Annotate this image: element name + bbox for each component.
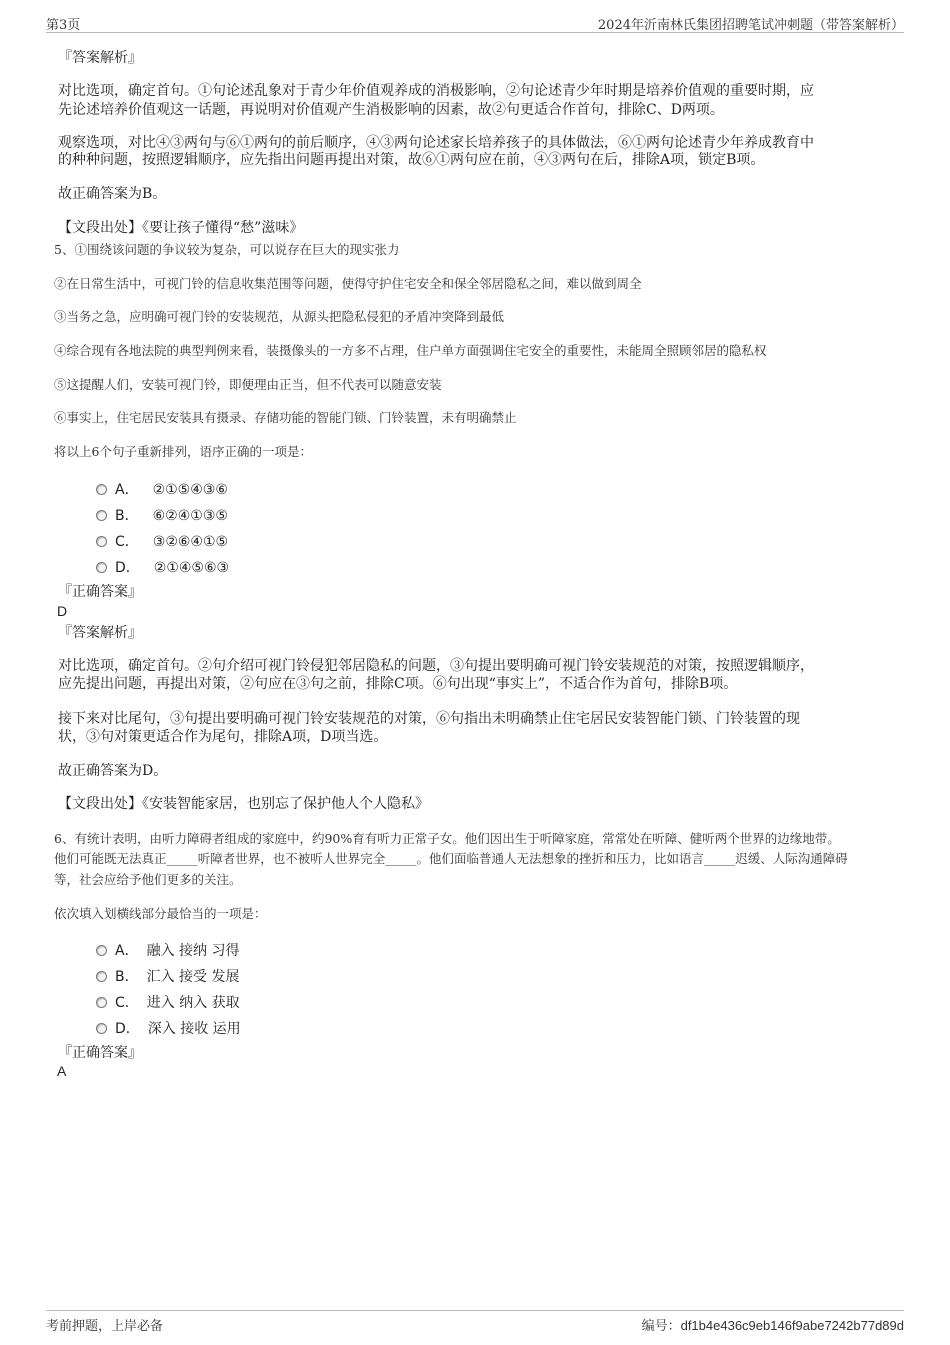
answer-option-a[interactable]: A． ②①⑤④③⑥ — [96, 479, 228, 499]
radio-button-icon[interactable] — [96, 484, 107, 495]
correct-answer: A — [57, 1063, 67, 1079]
question-stem-line: 等，社会应给予他们更多的关注。 — [54, 872, 242, 887]
correct-answer-label: 『正确答案』 — [58, 1045, 142, 1061]
question-sentence: ②在日常生活中，可视门铃的信息收集范围等问题，使得守护住宅安全和保全邻居隐私之间，难以做到周全 — [54, 276, 642, 291]
answer-option-b[interactable]: B． ⑥②④①③⑤ — [96, 505, 228, 525]
radio-button-icon[interactable] — [96, 510, 107, 521]
question-sentence: ⑤这提醒人们，安装可视门铃，即便理由正当，但不代表可以随意安装 — [54, 377, 442, 392]
radio-button-icon[interactable] — [96, 945, 107, 956]
question-sentence: ⑥事实上，住宅居民安装具有摄录、存储功能的智能门锁、门铃装置，未有明确禁止 — [54, 410, 517, 425]
radio-button-icon[interactable] — [96, 536, 107, 547]
analysis-paragraph-line: 对比选项，确定首句。①句论述乱象对于青少年价值观养成的消极影响，②句论述青少年时期是培养价值观的重要时期，应 — [58, 83, 814, 99]
footer-slogan: 考前押题，上岸必备 — [46, 1319, 164, 1334]
analysis-paragraph-line: 观察选项，对比④③两句与⑥①两句的前后顺序，④③两句论述家长培养孩子的具体做法，⑥①两句论述青少年养成教育中 — [58, 135, 814, 151]
analysis-paragraph-line: 对比选项，确定首句。②句介绍可视门铃侵犯邻居隐私的问题，③句提出要明确可视门铃安装规范的对策，按照逻辑顺序， — [58, 658, 814, 674]
page-footer — [46, 1310, 904, 1333]
source-citation: 【文段出处】《安装智能家居，也别忘了保护他人个人隐私》 — [58, 796, 429, 812]
radio-button-icon[interactable] — [96, 1023, 107, 1034]
document-title: 2024年沂南林氏集团招聘笔试冲刺题（带答案解析） — [597, 18, 904, 33]
document-code-value: df1b4e436c9eb146f9abe7242b77d89d — [680, 1318, 904, 1333]
radio-button-icon[interactable] — [96, 997, 107, 1008]
document-code — [642, 1315, 904, 1334]
question-sentence: ③当务之急，应明确可视门铃的安装规范，从源头把隐私侵犯的矛盾冲突降到最低 — [54, 309, 505, 324]
question-prompt: 将以上6个句子重新排列，语序正确的一项是： — [54, 444, 312, 459]
analysis-paragraph-line: 状，③句对策更适合作为尾句，排除A项，D项当选。 — [58, 729, 388, 745]
radio-button-icon[interactable] — [96, 971, 107, 982]
question-sentence: 5、①围绕该问题的争议较为复杂，可以说存在巨大的现实张力 — [54, 242, 400, 257]
question-stem-line: 6、有统计表明，由听力障碍者组成的家庭中，约90%育有听力正常子女。他们因出生于听障家庭，常常处在听障、健听两个世界的边缘地带。 — [54, 831, 840, 846]
question-sentence: ④综合现有各地法院的典型判例来看，装摄像头的一方多不占理，住户单方面强调住宅安全的重要性，未能周全照顾邻居的隐私权 — [54, 343, 767, 358]
analysis-label: 『答案解析』 — [58, 625, 142, 641]
analysis-conclusion: 故正确答案为B。 — [58, 186, 167, 202]
analysis-paragraph-line: 接下来对比尾句，③句提出要明确可视门铃安装规范的对策，⑥句指出未明确禁止住宅居民安装智能门锁、门铃装置的现 — [58, 711, 800, 727]
answer-option-b[interactable]: B． 汇入 接受 发展 — [96, 966, 240, 986]
answer-option-a[interactable]: A． 融入 接纳 习得 — [96, 940, 239, 960]
correct-answer: D — [57, 603, 68, 619]
source-citation: 【文段出处】《要让孩子懂得“愁”滋味》 — [58, 220, 304, 236]
answer-option-d[interactable]: D． 深入 接收 运用 — [96, 1018, 241, 1038]
analysis-paragraph-line: 先论述培养价值观这一话题，再说明对价值观产生消极影响的因素，故②句更适合作首句，排除C、D两项。 — [58, 102, 724, 118]
analysis-paragraph-line: 的种种问题，按照逻辑顺序，应先指出问题再提出对策，故⑥①两句应在前，④③两句在后，排除A项，锁定B项。 — [58, 152, 765, 168]
page-header — [46, 14, 904, 33]
page-number: 第3页 — [46, 18, 81, 33]
analysis-conclusion: 故正确答案为D。 — [58, 763, 168, 779]
question-prompt: 依次填入划横线部分最恰当的一项是： — [54, 906, 267, 921]
analysis-paragraph-line: 应先提出问题，再提出对策，②句应在③句之前，排除C项。⑥句出现“事实上”，不适合作为首句，排除B项。 — [58, 676, 738, 692]
answer-option-c[interactable]: C． ③②⑥④①⑤ — [96, 531, 228, 551]
radio-button-icon[interactable] — [96, 562, 107, 573]
analysis-label: 『答案解析』 — [58, 50, 142, 66]
question-stem-line: 他们可能既无法真正_____听障者世界，也不被听人世界完全_____。他们面临普通人无法想象的挫折和压力，比如语言_____迟缓、人际沟通障碍 — [54, 851, 848, 866]
answer-option-c[interactable]: C． 进入 纳入 获取 — [96, 992, 240, 1012]
document-code-label: 编号： — [641, 1319, 681, 1334]
answer-option-d[interactable]: D． ②①④⑤⑥③ — [96, 557, 229, 577]
correct-answer-label: 『正确答案』 — [58, 584, 142, 600]
